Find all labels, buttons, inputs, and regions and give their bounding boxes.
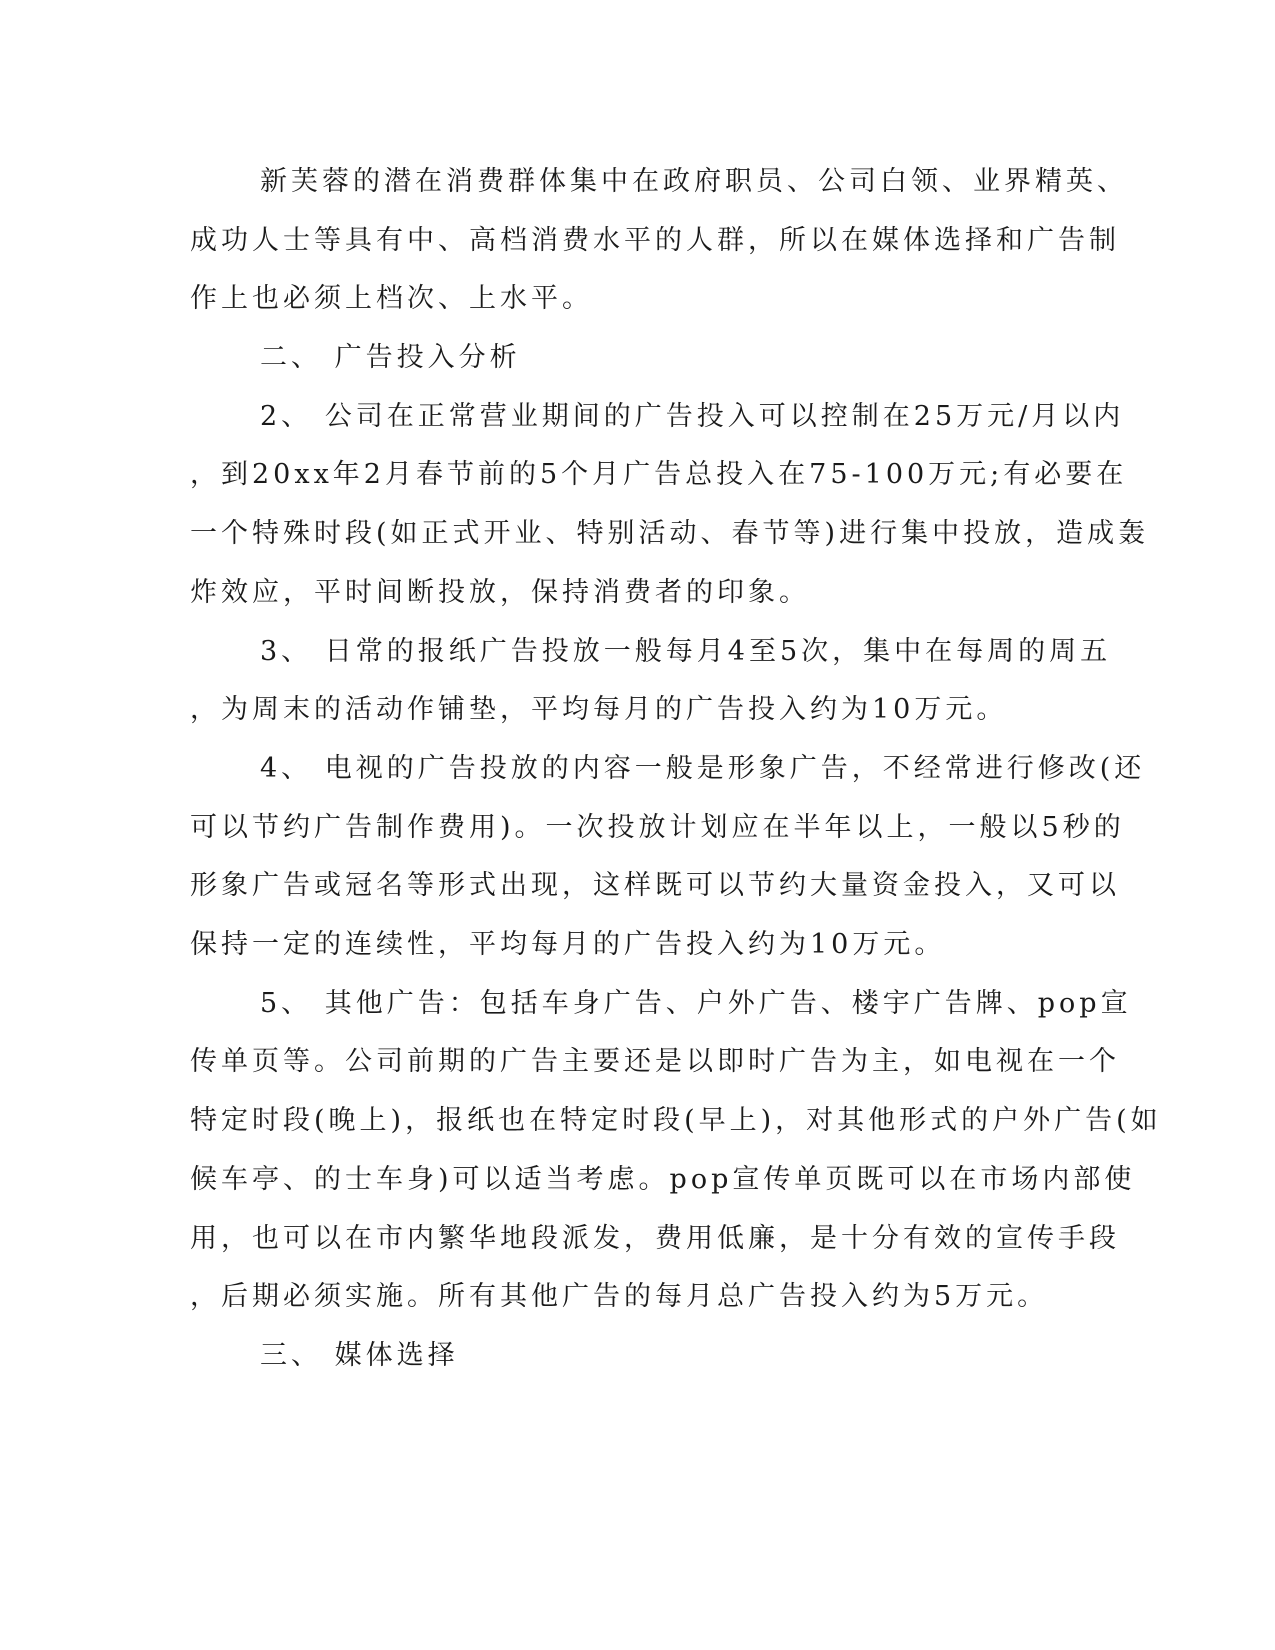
item-4-line-2: 可以节约广告制作费用)。一次投放计划应在半年以上，一般以5秒的	[190, 812, 1125, 843]
item-5-line-4: 候车亭、的士车身)可以适当考虑。pop宣传单页既可以在市场内部使	[190, 1164, 1136, 1195]
item-3-line-2: ，为周末的活动作铺垫，平均每月的广告投入约为10万元。	[190, 694, 1008, 725]
item-5-line-6: ，后期必须实施。所有其他广告的每月总广告投入约为5万元。	[190, 1281, 1049, 1312]
item-4-line-4: 保持一定的连续性，平均每月的广告投入约为10万元。	[190, 929, 946, 960]
item-4-line-3: 形象广告或冠名等形式出现，这样既可以节约大量资金投入，又可以	[190, 870, 1120, 901]
item-5-line-3: 特定时段(晚上)，报纸也在特定时段(早上)，对其他形式的户外广告(如	[190, 1105, 1162, 1136]
section-heading-2: 二、 广告投入分析	[260, 342, 521, 373]
item-2-line-1: 2、 公司在正常营业期间的广告投入可以控制在25万元/月以内	[260, 401, 1125, 432]
item-2-line-2: ，到20xx年2月春节前的5个月广告总投入在75-100万元;有必要在	[190, 459, 1128, 490]
item-5-line-5: 用，也可以在市内繁华地段派发，费用低廉，是十分有效的宣传手段	[190, 1223, 1120, 1254]
item-2-line-4: 炸效应，平时间断投放，保持消费者的印象。	[190, 577, 810, 608]
item-5-line-2: 传单页等。公司前期的广告主要还是以即时广告为主，如电视在一个	[190, 1046, 1120, 1077]
item-4-line-1: 4、 电视的广告投放的内容一般是形象广告，不经常进行修改(还	[260, 753, 1146, 784]
paragraph-1-line-2: 成功人士等具有中、高档消费水平的人群，所以在媒体选择和广告制	[190, 225, 1120, 256]
item-5-line-1: 5、 其他广告：包括车身广告、户外广告、楼宇广告牌、pop宣	[260, 988, 1132, 1019]
item-2-line-3: 一个特殊时段(如正式开业、特别活动、春节等)进行集中投放，造成轰	[190, 518, 1150, 549]
paragraph-1-line-3: 作上也必须上档次、上水平。	[190, 283, 593, 314]
section-heading-3: 三、 媒体选择	[260, 1340, 459, 1371]
paragraph-1-line-1: 新芙蓉的潜在消费群体集中在政府职员、公司白领、业界精英、	[260, 166, 1128, 197]
item-3-line-1: 3、 日常的报纸广告投放一般每月4至5次，集中在每周的周五	[260, 636, 1112, 667]
